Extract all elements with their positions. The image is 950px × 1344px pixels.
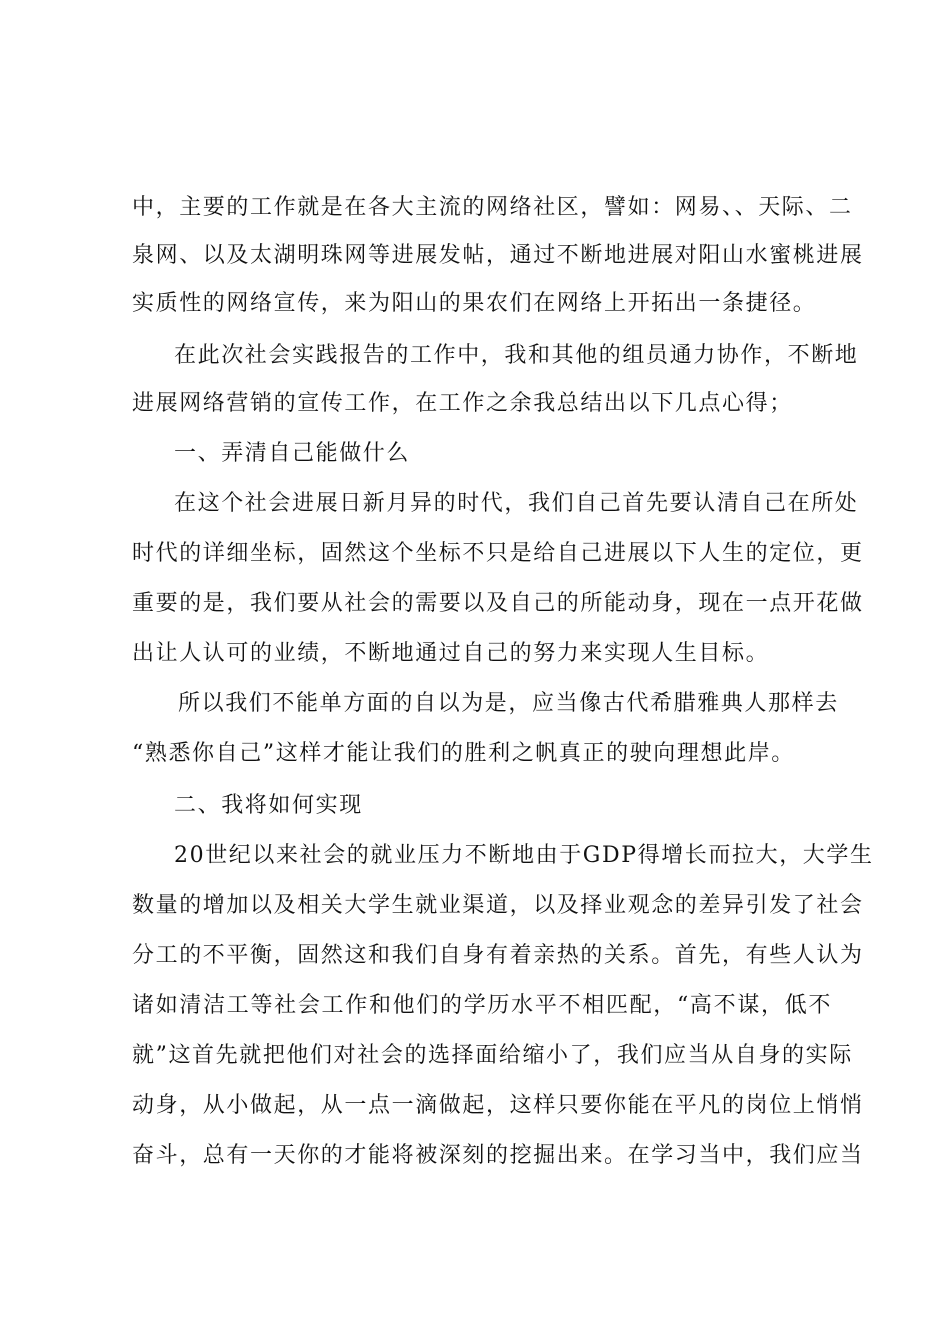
paragraph-line: 所以我们不能单方面的自以为是，应当像古代希腊雅典人那样去 xyxy=(178,691,839,716)
paragraph-line: “熟悉你自己”这样才能让我们的胜利之帆真正的驶向理想此岸。 xyxy=(132,741,795,766)
paragraph-line: 进展网络营销的宣传工作，在工作之余我总结出以下几点心得； xyxy=(132,391,793,416)
paragraph-line: 动身，从小做起，从一点一滴做起，这样只要你能在平凡的岗位上悄悄 xyxy=(132,1093,864,1118)
paragraph-line: 数量的增加以及相关大学生就业渠道，以及择业观念的差异引发了社会 xyxy=(132,893,864,918)
paragraph-line: 就”这首先就把他们对社会的选择面给缩小了，我们应当从自身的实际 xyxy=(132,1043,853,1068)
paragraph-line: 在这个社会进展日新月异的时代，我们自己首先要认清自己在所处 xyxy=(174,491,859,516)
paragraph-line: 时代的详细坐标，固然这个坐标不只是给自己进展以下人生的定位，更 xyxy=(132,541,864,566)
paragraph-line: 20世纪以来社会的就业压力不断地由于GDP得增长而拉大，大学生 xyxy=(174,843,874,868)
paragraph-line: 分工的不平衡，固然这和我们自身有着亲热的关系。首先，有些人认为 xyxy=(132,943,864,968)
paragraph-line: 奋斗，总有一天你的才能将被深刻的挖掘出来。在学习当中，我们应当 xyxy=(132,1143,864,1168)
paragraph-line: 重要的是，我们要从社会的需要以及自己的所能动身，现在一点开花做 xyxy=(132,591,864,616)
section-heading: 二、我将如何实现 xyxy=(174,793,363,818)
paragraph-line: 实质性的网络宣传，来为阳山的果农们在网络上开拓出一条捷径。 xyxy=(132,291,817,316)
paragraph-line: 诸如清洁工等社会工作和他们的学历水平不相匹配，“高不谋，低不 xyxy=(132,993,832,1018)
paragraph-line: 在此次社会实践报告的工作中，我和其他的组员通力协作，不断地 xyxy=(174,343,859,368)
paragraph-line: 中，主要的工作就是在各大主流的网络社区，譬如：网易、、天际、二 xyxy=(132,195,853,220)
paragraph-line: 泉网、以及太湖明珠网等进展发帖，通过不断地进展对阳山水蜜桃进展 xyxy=(132,243,864,268)
paragraph-line: 出让人认可的业绩，不断地通过自己的努力来实现人生目标。 xyxy=(132,641,770,666)
section-heading: 一、弄清自己能做什么 xyxy=(174,441,411,466)
